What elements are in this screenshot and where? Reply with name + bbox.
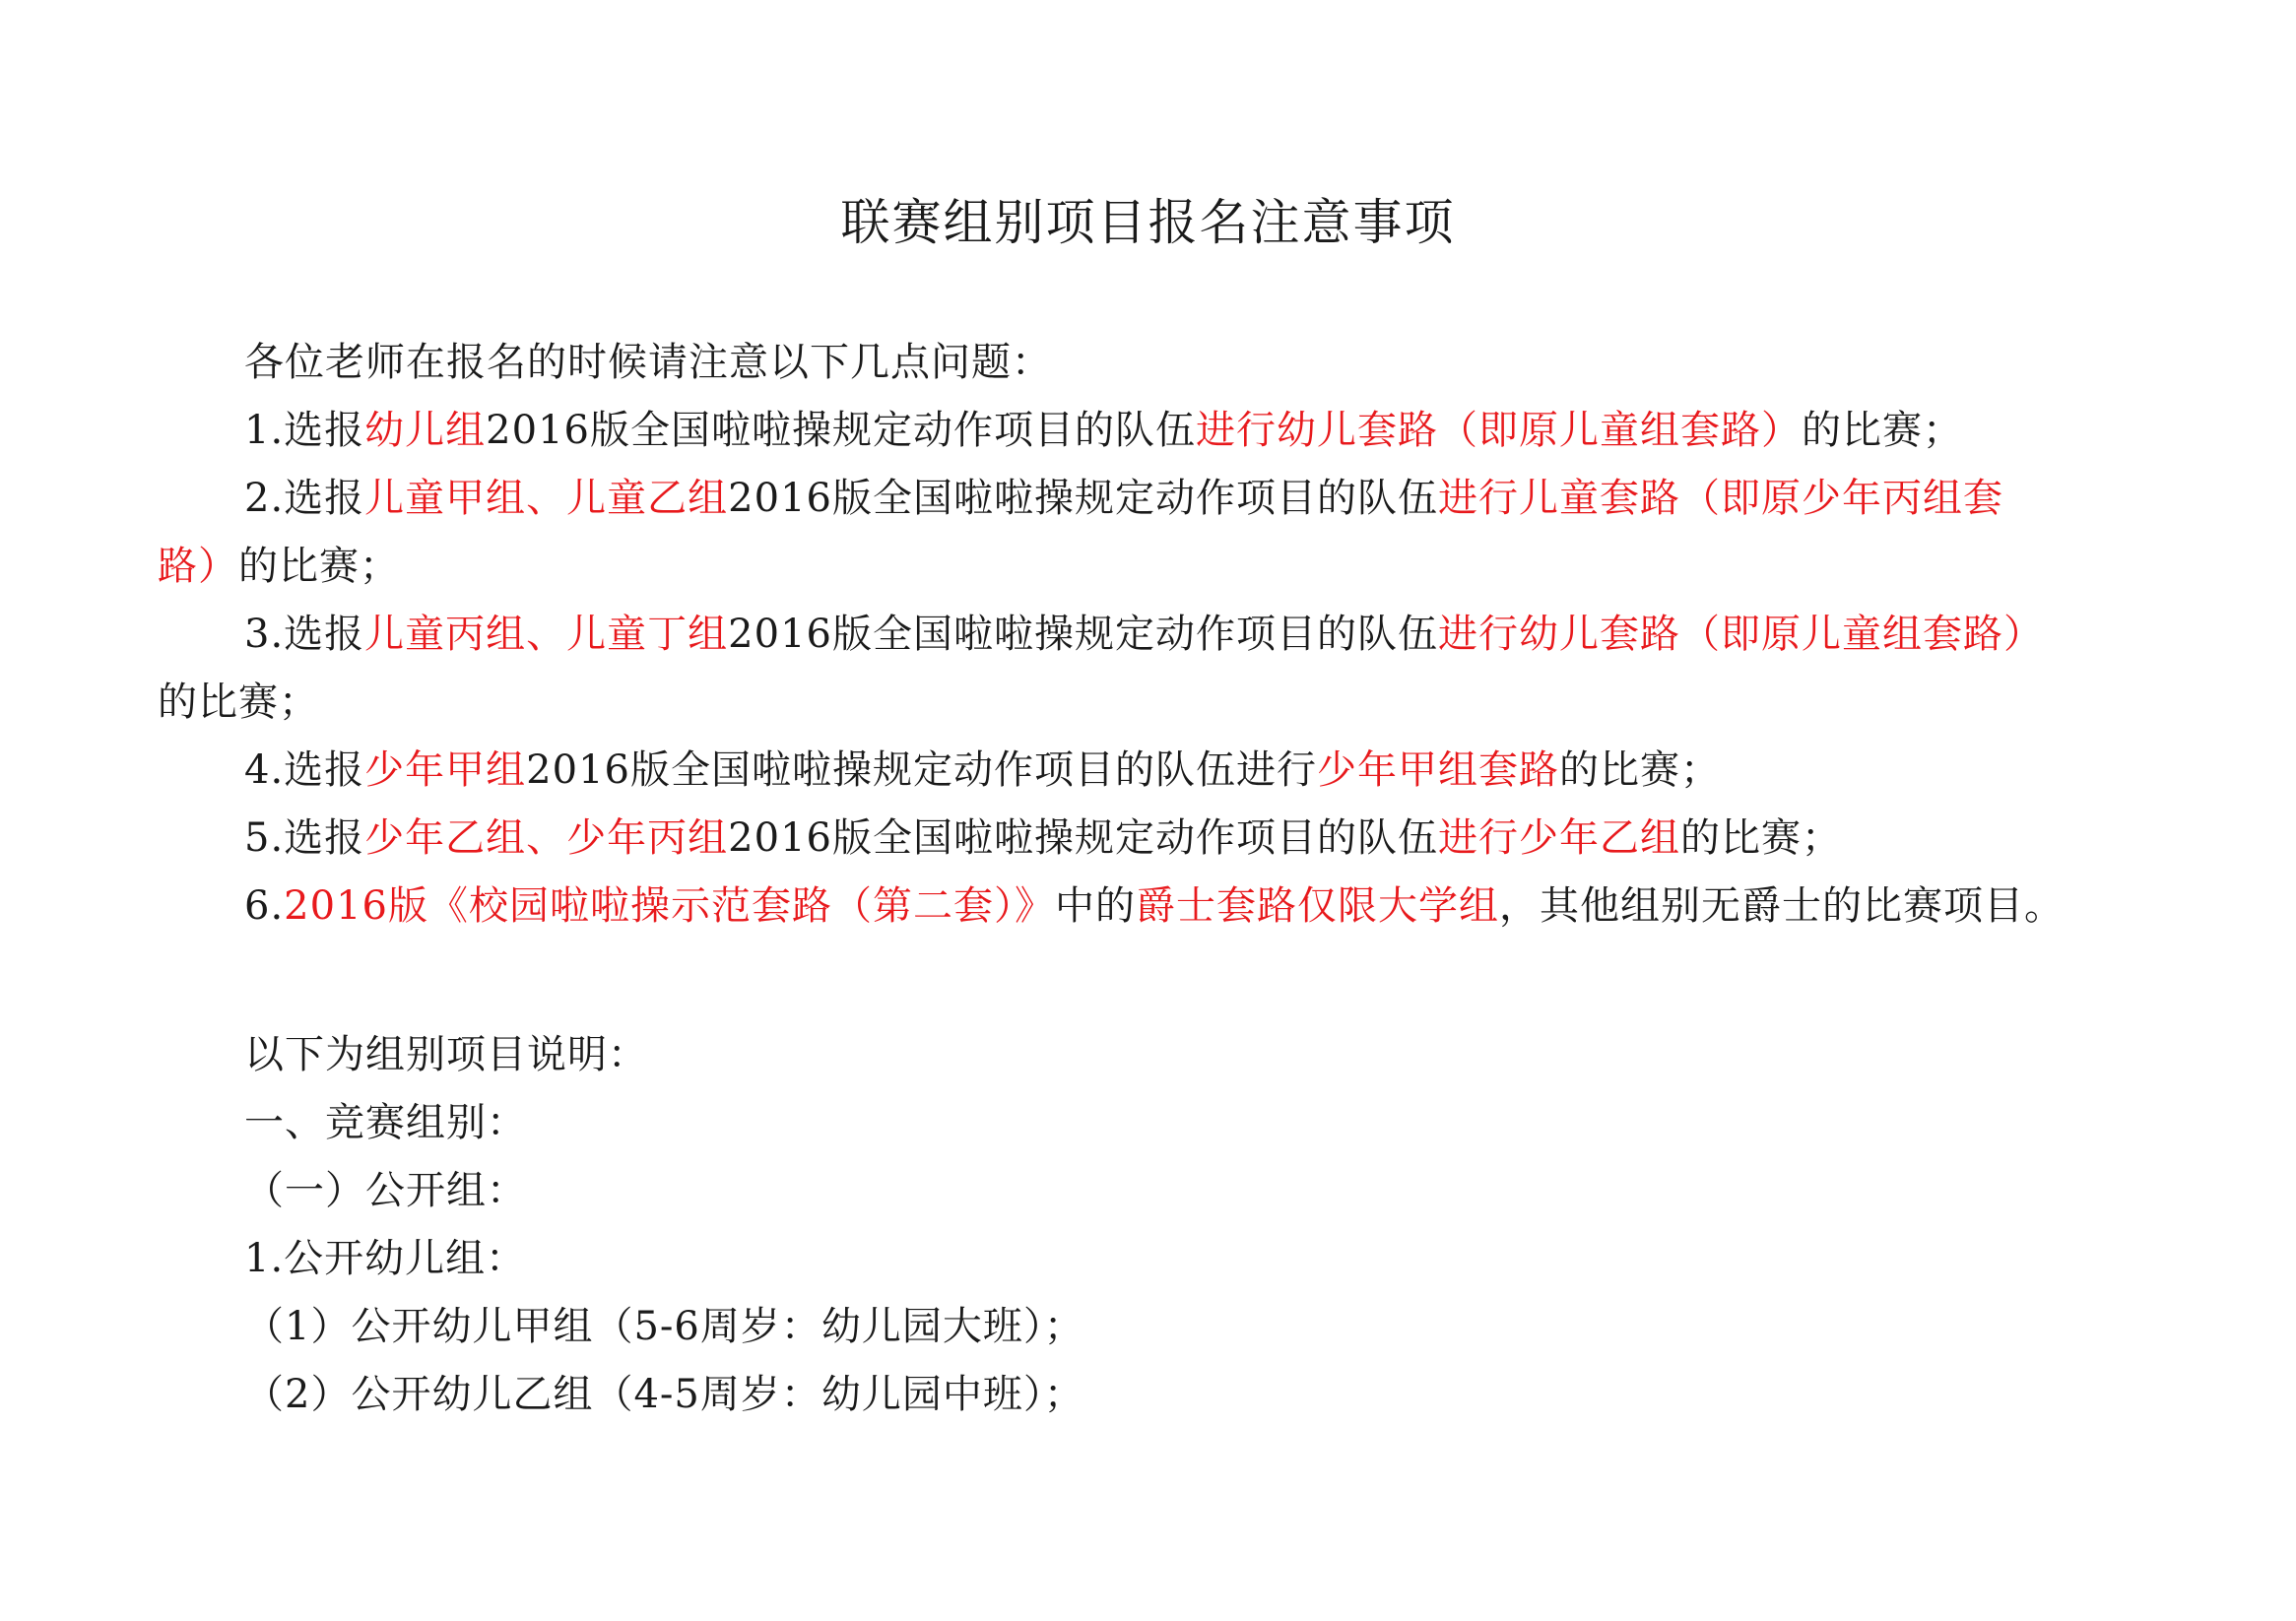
highlight-run: 幼儿组 <box>364 408 487 453</box>
highlight-run: 少年甲组套路 <box>1316 747 1559 793</box>
text-run: 中的 <box>1054 883 1136 929</box>
highlight-run: 少年甲组 <box>364 747 527 793</box>
notice-item-1 <box>158 397 2157 465</box>
highlight-run: 儿童甲组、儿童乙组 <box>364 476 729 521</box>
text-run: 2016版全国啦啦操规定动作项目的队伍 <box>728 476 1438 521</box>
text-run: 的比赛； <box>1679 815 1842 861</box>
notice-intro: 各位老师在报名的时候请注意以下几点问题： <box>244 340 1052 385</box>
highlight-run: 进行儿童套路（即原少年丙组套 <box>1437 476 2003 521</box>
group-entry: （2）公开幼儿乙组（4-5周岁：幼儿园中班）； <box>244 1372 1084 1417</box>
notice-item-2-continued <box>158 533 2157 601</box>
highlight-run: 儿童丙组、儿童丁组 <box>364 612 729 657</box>
text-run: 2016版全国啦啦操规定动作项目的队伍进行 <box>526 747 1317 793</box>
groups-intro: 以下为组别项目说明： <box>244 1032 648 1077</box>
highlight-run: 爵士套路仅限大学组 <box>1135 883 1499 929</box>
notice-item-4 <box>158 737 2157 805</box>
page-title: 联赛组别项目报名注意事项 <box>840 194 1456 251</box>
highlight-run: 进行少年乙组 <box>1437 815 1680 861</box>
highlight-run: 进行幼儿套路（即原儿童组套路） <box>1195 408 1802 453</box>
text-run: 的比赛； <box>238 544 400 589</box>
notice-item-3-continued <box>158 669 2157 737</box>
text-run: 5.选报 <box>244 815 365 861</box>
text-run: 2016版全国啦啦操规定动作项目的队伍 <box>486 408 1196 453</box>
text-run: 4.选报 <box>244 747 365 793</box>
text-run: 2016版全国啦啦操规定动作项目的队伍 <box>728 815 1438 861</box>
notice-item-2 <box>158 465 2157 533</box>
highlight-run: 进行幼儿套路（即原儿童组套路） <box>1437 612 2044 657</box>
highlight-run: 路） <box>158 544 238 589</box>
notice-section <box>158 329 2157 940</box>
section-heading: 一、竞赛组别： <box>244 1100 527 1145</box>
groups-section <box>158 1021 2157 1429</box>
notice-item-3 <box>158 601 2157 669</box>
highlight-run: 2016版《校园啦啦操示范套路（第二套）》 <box>284 883 1055 929</box>
text-run: ，其他组别无爵士的比赛项目。 <box>1498 883 2065 929</box>
highlight-run: 少年乙组、少年丙组 <box>364 815 729 861</box>
text-run: 2016版全国啦啦操规定动作项目的队伍 <box>728 612 1438 657</box>
text-run: 的比赛； <box>1558 747 1721 793</box>
subsection-heading: （一）公开组： <box>244 1168 527 1213</box>
text-run: 6. <box>244 883 285 929</box>
notice-item-6 <box>158 873 2157 940</box>
group-entry: （1）公开幼儿甲组（5-6周岁：幼儿园大班）； <box>244 1304 1084 1349</box>
text-run: 3.选报 <box>244 612 365 657</box>
item-heading: 1.公开幼儿组： <box>244 1236 527 1281</box>
text-run: 的比赛； <box>1801 408 1963 453</box>
notice-item-5 <box>158 805 2157 873</box>
text-run: 的比赛； <box>158 680 319 725</box>
text-run: 1.选报 <box>244 408 365 453</box>
text-run: 2.选报 <box>244 476 365 521</box>
